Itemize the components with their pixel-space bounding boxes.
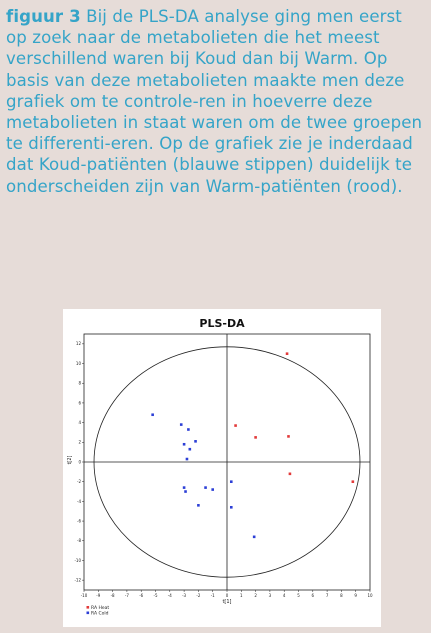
y-tick-label: 12 bbox=[75, 341, 81, 347]
y-tick-label: 10 bbox=[75, 360, 81, 366]
y-tick-label: 6 bbox=[78, 400, 81, 406]
x-tick-label: -7 bbox=[124, 593, 129, 598]
x-tick-label: -6 bbox=[139, 593, 144, 598]
x-tick-label: -3 bbox=[182, 593, 187, 598]
cold-point bbox=[204, 486, 207, 489]
y-tick-label: 4 bbox=[78, 420, 81, 426]
legend bbox=[87, 605, 110, 617]
caption-body: Bij de PLS-DA analyse ging men eerst op zoek naar de metabolieten die het meest verschillend waren bij Koud dan bij Warm. Op basis van deze metabolieten maakte men deze grafiek om te controle-ren in hoeverre deze metabolieten in staat waren om de twee groepen te differenti-eren. Op de grafiek zie je inderdaad dat Koud-patiënten (blauwe stippen) duidelijk te onderscheiden zijn van Warm-patiënten (rood). bbox=[6, 7, 423, 196]
x-tick-label: -1 bbox=[210, 593, 215, 598]
caption-lead: figuur 3 bbox=[6, 7, 81, 26]
cold-point bbox=[197, 504, 200, 507]
x-tick-label: 2 bbox=[254, 593, 257, 598]
x-tick-label: -8 bbox=[110, 593, 115, 598]
cold-point bbox=[183, 486, 186, 489]
x-axis-label: t[1] bbox=[222, 599, 232, 605]
legend-marker-cold bbox=[87, 612, 90, 615]
x-tick-label: 0 bbox=[225, 593, 229, 598]
cold-point bbox=[211, 488, 214, 491]
cold-point bbox=[180, 423, 183, 426]
legend-label-heat: RA Heat bbox=[91, 606, 110, 611]
cold-point bbox=[253, 536, 256, 539]
y-tick-label: -12 bbox=[74, 577, 81, 583]
x-tick-label: 8 bbox=[340, 593, 343, 598]
cold-point bbox=[187, 428, 190, 431]
heat-point bbox=[352, 480, 355, 483]
pls-da-figure bbox=[63, 309, 381, 627]
pls-da-chart bbox=[63, 309, 381, 627]
cold-point bbox=[186, 458, 189, 461]
y-tick-label: -8 bbox=[77, 538, 81, 544]
x-tick-label: -4 bbox=[167, 593, 172, 598]
x-tick-label: -2 bbox=[196, 593, 201, 598]
cold-point bbox=[230, 506, 233, 509]
x-tick-label: -5 bbox=[153, 593, 158, 598]
x-tick-label: 9 bbox=[354, 593, 357, 598]
x-tick-label: 10 bbox=[367, 593, 373, 598]
chart-title: PLS-DA bbox=[199, 317, 245, 330]
x-tick-label: 6 bbox=[311, 593, 315, 598]
cold-point bbox=[194, 440, 197, 443]
figure-caption bbox=[6, 6, 427, 197]
cold-point bbox=[189, 448, 192, 451]
heat-point bbox=[287, 435, 290, 438]
x-tick-label: -10 bbox=[80, 593, 88, 598]
y-axis-label: t[2] bbox=[67, 455, 73, 465]
y-tick-label: -10 bbox=[74, 557, 81, 563]
y-tick-label: -4 bbox=[77, 498, 81, 504]
y-tick-label: 0 bbox=[78, 459, 81, 465]
y-tick-label: 2 bbox=[78, 439, 81, 445]
heat-point bbox=[234, 424, 237, 427]
cold-point bbox=[151, 413, 154, 416]
x-tick-label: 7 bbox=[325, 593, 329, 598]
x-tick-label: -9 bbox=[96, 593, 101, 598]
heat-point bbox=[286, 352, 289, 355]
y-tick-label: -6 bbox=[77, 518, 81, 524]
x-tick-label: 5 bbox=[297, 593, 300, 598]
cold-point bbox=[230, 480, 233, 483]
x-tick-label: 4 bbox=[282, 593, 286, 598]
legend-marker-heat bbox=[87, 606, 90, 609]
y-tick-label: 8 bbox=[78, 380, 81, 386]
heat-point bbox=[289, 473, 292, 476]
x-tick-label: 3 bbox=[268, 593, 272, 598]
y-tick-label: -2 bbox=[77, 479, 81, 485]
legend-label-cold: RA Cold bbox=[91, 611, 109, 617]
cold-point bbox=[184, 490, 187, 493]
cold-point bbox=[183, 443, 186, 446]
heat-point bbox=[254, 436, 257, 439]
x-tick-label: 1 bbox=[240, 593, 243, 598]
